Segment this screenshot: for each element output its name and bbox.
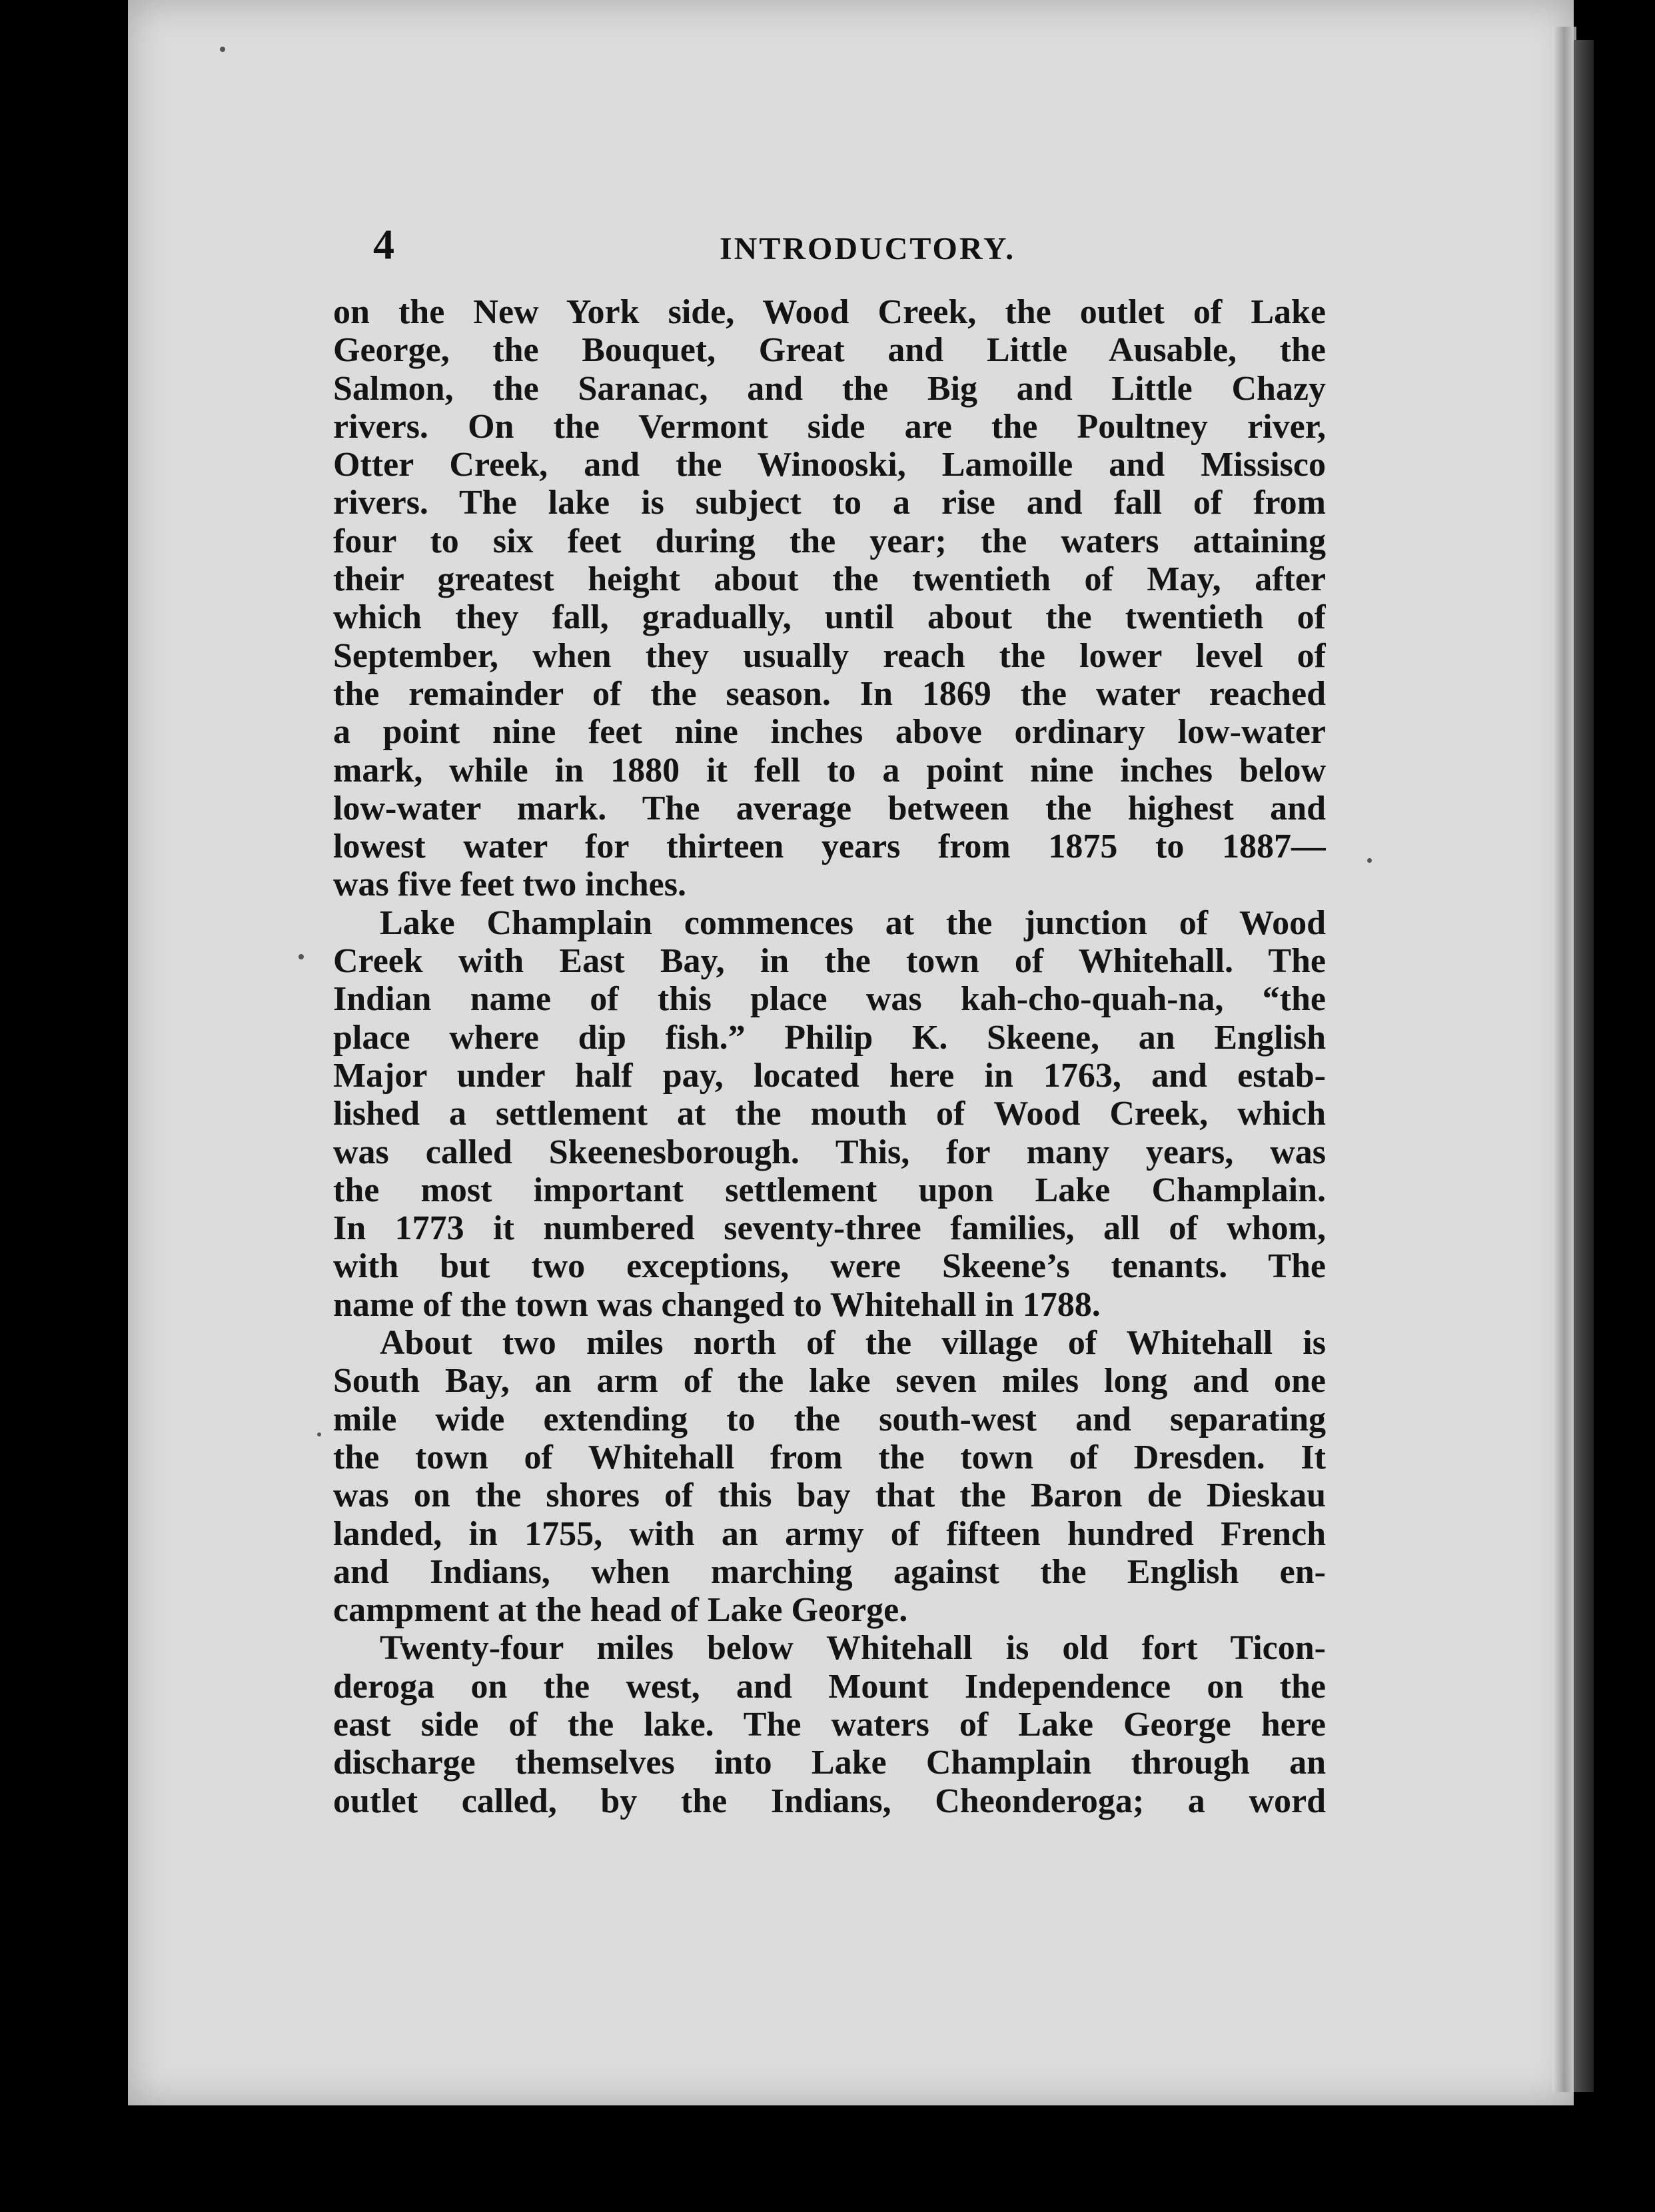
text-line: place where dip fish.” Philip K. Skeene, an English (333, 1018, 1326, 1057)
text-line: outlet called, by the Indians, Cheonderoga; a word (333, 1782, 1326, 1820)
text-line: their greatest height about the twentieth of May, after (333, 560, 1326, 599)
text-line: the town of Whitehall from the town of Dresden. It (333, 1438, 1326, 1476)
text-line: In 1773 it numbered seventy-three families, all of whom, (333, 1209, 1326, 1248)
text-line: Creek with East Bay, in the town of Whitehall. The (333, 942, 1326, 981)
dust-speck (317, 1432, 321, 1436)
text-line: which they fall, gradually, until about the twentieth of (333, 598, 1326, 637)
text-line: mile wide extending to the south-west and separating (333, 1400, 1326, 1438)
text-line: rivers. On the Vermont side are the Poultney river, (333, 407, 1326, 446)
text-line: the most important settlement upon Lake Champlain. (333, 1171, 1326, 1209)
text-line: and Indians, when marching against the English en- (333, 1552, 1326, 1591)
dust-speck (298, 954, 304, 959)
text-line: with but two exceptions, were Skeene’s tenants. The (333, 1247, 1326, 1286)
text-line: Otter Creek, and the Winooski, Lamoille and Missisco (333, 446, 1326, 484)
text-line: was five feet two inches. (333, 865, 686, 904)
text-line: September, when they usually reach the lower level of (333, 636, 1326, 675)
text-line: landed, in 1755, with an army of fifteen hundred French (333, 1514, 1326, 1553)
dust-speck (220, 47, 225, 52)
text-line: Indian name of this place was kah-cho-quah-na, “the (333, 980, 1326, 1019)
text-line: four to six feet during the year; the waters attaining (333, 522, 1326, 560)
text-line: rivers. The lake is subject to a rise and fall of from (333, 484, 1326, 522)
text-line: lished a settlement at the mouth of Wood Creek, which (333, 1095, 1326, 1133)
page-header (373, 220, 1319, 273)
text-line: lowest water for thirteen years from 1875 to 1887— (333, 828, 1326, 866)
text-line: was on the shores of this bay that the Baron de Dieskau (333, 1476, 1326, 1515)
text-line: discharge themselves into Lake Champlain through an (333, 1744, 1326, 1782)
text-line: mark, while in 1880 it fell to a point nine inches below (333, 751, 1326, 790)
text-line: was called Skeenesborough. This, for many years, was (333, 1133, 1326, 1171)
dust-speck (1367, 858, 1372, 863)
page-fold-shadow (1552, 27, 1576, 2092)
text-line: Lake Champlain commences at the junction of Wood (380, 903, 1326, 942)
text-line: deroga on the west, and Mount Independence on the (333, 1667, 1326, 1706)
body-text (333, 293, 1326, 1820)
page-edge (1574, 40, 1594, 2092)
text-line: Twenty-four miles below Whitehall is old fort Ticon- (380, 1629, 1326, 1668)
text-line: About two miles north of the village of Whitehall is (380, 1324, 1326, 1363)
text-line: east side of the lake. The waters of Lake George here (333, 1705, 1326, 1744)
text-line: a point nine feet nine inches above ordinary low-water (333, 713, 1326, 752)
text-line: South Bay, an arm of the lake seven miles long and one (333, 1362, 1326, 1400)
text-line: George, the Bouquet, Great and Little Ausable, the (333, 331, 1326, 370)
text-line: Major under half pay, located here in 1763, and estab- (333, 1056, 1326, 1095)
running-head: INTRODUCTORY. (720, 231, 1016, 267)
text-line: campment at the head of Lake George. (333, 1591, 908, 1630)
page-number: 4 (373, 221, 394, 268)
text-line: on the New York side, Wood Creek, the outlet of Lake (333, 293, 1326, 331)
text-line: name of the town was changed to Whitehall in 1788. (333, 1285, 1101, 1324)
text-line: low-water mark. The average between the highest and (333, 789, 1326, 828)
text-line: Salmon, the Saranac, and the Big and Little Chazy (333, 369, 1326, 408)
text-line: the remainder of the season. In 1869 the water reached (333, 674, 1326, 713)
